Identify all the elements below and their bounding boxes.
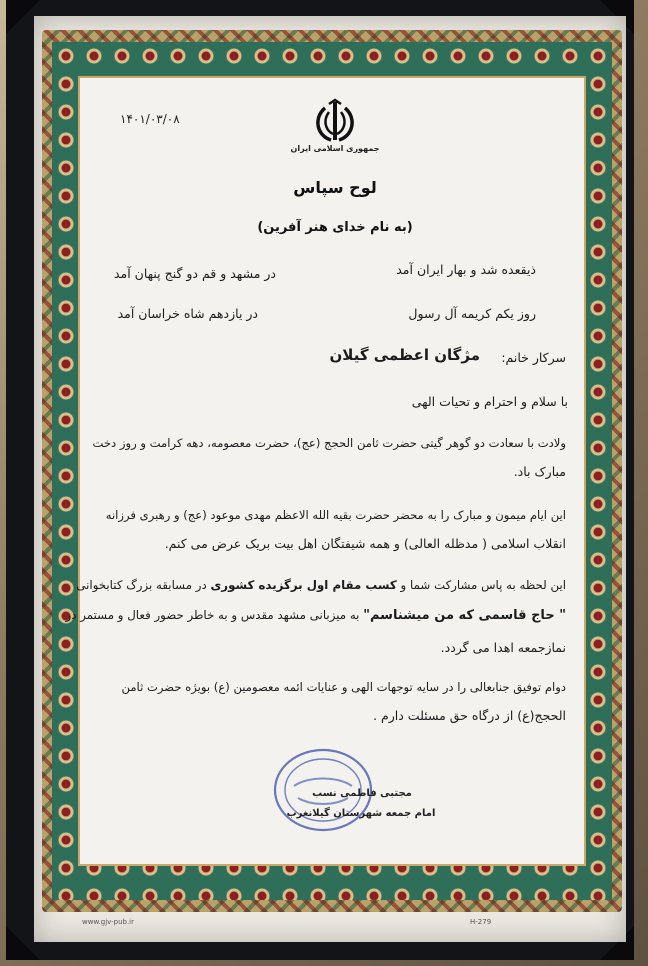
paragraph-2-line-2: انقلاب اسلامی ( مدظله العالی) و همه شیفتگان اهل بیت بریک عرض می کنم.: [164, 536, 566, 551]
signatory-title: امام جمعه شهرستان گیلانغرب: [286, 808, 436, 819]
p3-contest-name: " حاج قاسمی که من میشناسم": [363, 608, 566, 623]
emblem-caption: جمهوری اسلامی ایران: [290, 144, 380, 153]
poem-line-2-right: روز یکم کریمه آل رسول: [408, 306, 536, 321]
paragraph-3-line-3: نمازجمعه اهدا می گردد.: [440, 640, 566, 655]
addressee-name: مژگان اعظمی گیلان: [329, 346, 480, 364]
paragraph-2-line-1: این ایام میمون و مبارک را به محضر حضرت بقیه الله الاعظم مهدی موعود (عج) و رهبری فرزانه: [105, 508, 566, 522]
paragraph-4-line-1: دوام توفیق جنابعالی را در سایه توجهات الهی و عنایات ائمه معصومین (ع) بویژه حضرت ثامن: [121, 680, 566, 694]
certificate-title: لوح سپاس: [293, 178, 377, 197]
greeting: با سلام و احترام و تحیات الهی: [411, 394, 568, 409]
paragraph-3-line-1: [76, 578, 566, 592]
addressee-label: سرکار خانم:: [501, 350, 566, 365]
poem-line-1-left: در مشهد و قم دو گنج پنهان آمد: [113, 266, 276, 281]
paragraph-3-line-2: [66, 608, 566, 623]
p3-text-a: این لحظه به پاس مشارکت شما و: [400, 578, 566, 592]
footer-left-mark: www.gjv-pub.ir: [82, 918, 134, 926]
p3-text-b: در مسابقه بزرگ کتابخوانی: [76, 578, 207, 592]
certificate-subtitle: (به نام خدای هنر آفرین): [257, 220, 413, 235]
poem-line-2-left: در یازدهم شاه خراسان آمد: [117, 306, 258, 321]
p3-award-highlight: کسب مقام اول برگزیده کشوری: [210, 578, 397, 592]
signatory-name: مجتبی فاطمی نسب: [312, 788, 412, 799]
certificate-date: ۱۴۰۱/۰۳/۰۸: [120, 112, 180, 126]
poem-line-1-right: ذیقعده شد و بهار ایران آمد: [396, 262, 536, 277]
paragraph-4-line-2: الحجج(ع) از درگاه حق مسئلت دارم .: [373, 708, 566, 723]
footer-right-mark: H-279: [470, 918, 492, 926]
p3-text-c: به میزبانی مشهد مقدس و به خاطر حضور فعال و مستمر در: [65, 608, 360, 622]
paragraph-1-line-1: ولادت با سعادت دو گوهر گیتی حضرت ثامن الحجج (عج)، حضرت معصومه، دهه کرامت و روز دخت: [92, 436, 566, 450]
paragraph-1-line-2: مبارک باد.: [513, 464, 566, 479]
